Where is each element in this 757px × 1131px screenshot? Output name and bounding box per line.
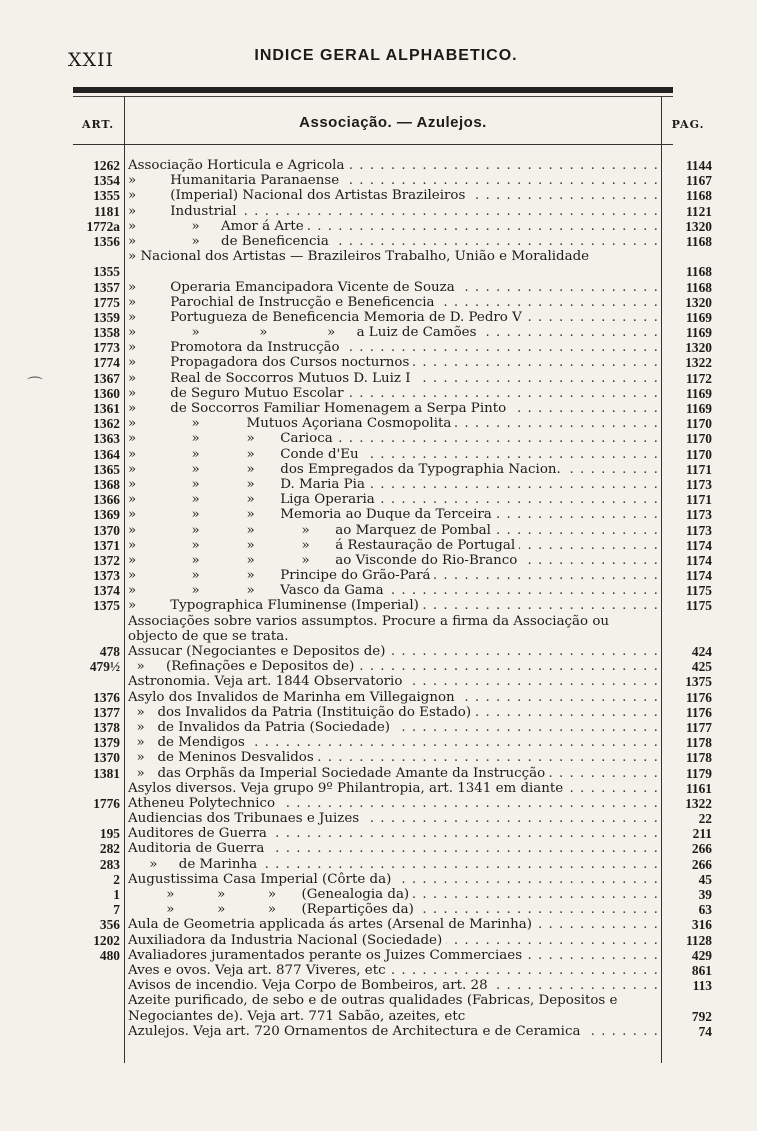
entry-label: Azulejos. Veja art. 720 Ornamentos de Architectura e de Ceramica (128, 1024, 584, 1039)
entry-article-number: 1776 (93, 795, 120, 811)
entry-article-number: 478 (99, 644, 120, 660)
entry-label: » de Marinha (128, 857, 261, 872)
entry-page-number: 45 (698, 871, 712, 887)
index-entry (0, 750, 757, 765)
entry-text (128, 872, 660, 887)
entry-page-number: 39 (698, 887, 712, 903)
index-entry (0, 841, 757, 856)
entry-page-number: 1170 (685, 446, 712, 462)
index-entries (0, 158, 757, 1039)
index-entry (0, 325, 757, 340)
entry-text (128, 538, 660, 553)
entry-article-number: 1360 (93, 385, 120, 401)
index-entry (0, 477, 757, 492)
index-entry (0, 340, 757, 355)
index-entry (0, 553, 757, 568)
entry-text (128, 553, 660, 568)
entry-label: Avaliadores juramentados perante os Juizes Commerciaes (128, 948, 526, 963)
index-entry (0, 902, 757, 917)
entry-article-number: 1376 (93, 689, 120, 705)
entry-article-number: 1356 (93, 233, 120, 249)
entry-label: » » » (Repartições da) (128, 902, 418, 917)
index-entry (0, 933, 757, 948)
entry-article-number: 1374 (93, 583, 120, 599)
entry-text (128, 492, 660, 507)
index-entry (0, 538, 757, 553)
entry-text (128, 355, 660, 370)
entry-page-number: 1168 (685, 233, 712, 249)
index-entry (0, 280, 757, 295)
entry-text (128, 462, 660, 477)
entry-article-number: 1370 (93, 522, 120, 538)
column-header-art: ART. (81, 118, 115, 131)
entry-text (128, 902, 660, 917)
entry-label: » Propagadora dos Cursos nocturnos (128, 355, 413, 370)
entry-label: Aves e ovos. Veja art. 877 Viveres, etc (128, 963, 390, 978)
entry-text (128, 568, 660, 583)
entry-label: Audiencias dos Tribunaes e Juizes (128, 811, 363, 826)
entry-label: Asylo dos Invalidos de Marinha em Villegaignon (128, 690, 459, 705)
index-entry (0, 917, 757, 932)
entry-article-number: 1377 (93, 704, 120, 720)
entry-text (128, 431, 660, 446)
entry-text (128, 948, 660, 963)
entry-page-number: 74 (698, 1023, 712, 1039)
entry-article-number: 1381 (93, 765, 120, 781)
entry-page-number: 1322 (685, 355, 712, 371)
entry-text (128, 720, 660, 735)
entry-article-number: 1202 (93, 932, 120, 948)
entry-label: » » » Carioca (128, 431, 337, 446)
entry-page-number: 1173 (685, 522, 712, 538)
entry-page-number: 1144 (685, 158, 712, 173)
entry-label: » » » » ao Visconde do Rio-Branco (128, 553, 521, 568)
entry-page-number: 1322 (685, 795, 712, 811)
entry-article-number: 1378 (93, 719, 120, 735)
entry-label: » Industrial (128, 204, 241, 219)
entry-label: » Nacional dos Artistas — Brazileiros Trabalho, União e Moralidade (128, 249, 593, 264)
entry-label: » Promotora da Instrucção (128, 340, 344, 355)
index-entry (0, 690, 757, 705)
entry-page-number: 1173 (685, 476, 712, 492)
entry-page-number: 316 (691, 917, 712, 933)
entry-article-number: 1370 (93, 750, 120, 766)
entry-text (128, 583, 660, 598)
entry-label: » dos Invalidos da Patria (Instituição do Estado) (128, 705, 475, 720)
entry-article-number: 1363 (93, 431, 120, 447)
entry-text (128, 173, 660, 188)
index-entry (0, 978, 757, 993)
index-entry (0, 188, 757, 203)
entry-article-number: 1365 (93, 461, 120, 477)
entry-text (128, 249, 660, 279)
header-rule-thick (73, 87, 673, 93)
index-entry (0, 492, 757, 507)
entry-page-number: 1168 (685, 279, 712, 295)
index-entry (0, 948, 757, 963)
entry-text (128, 690, 660, 705)
entry-page-number: 1169 (685, 385, 712, 401)
entry-article-number: 1375 (93, 598, 120, 614)
entry-text (128, 841, 660, 856)
entry-article-number: 1379 (93, 735, 120, 751)
entry-article-number: 480 (99, 947, 120, 963)
entry-page-number: 1320 (685, 218, 712, 234)
entry-page-number: 1170 (685, 431, 712, 447)
entry-page-number: 1128 (685, 932, 712, 948)
index-entry (0, 249, 757, 279)
section-title: Associação. — Azulejos. (299, 114, 487, 131)
index-entry (0, 796, 757, 811)
entry-label: Auditoria de Guerra (128, 841, 268, 856)
entry-article-number: 1367 (93, 370, 120, 386)
index-entry (0, 993, 757, 1023)
entry-label: Asylos diversos. Veja grupo 9º Philantropia, art. 1341 em diante (128, 781, 567, 796)
entry-page-number: 1174 (685, 568, 712, 584)
entry-article-number: 356 (99, 917, 120, 933)
entry-label: » (Refinações e Depositos de) (128, 659, 358, 674)
entry-text (128, 978, 660, 993)
entry-page-number: 1176 (685, 704, 712, 720)
entry-text (128, 219, 660, 234)
entry-article-number: 7 (113, 902, 120, 918)
entry-label: Auditores de Guerra (128, 826, 271, 841)
entry-text (128, 340, 660, 355)
entry-label: Atheneu Polytechnico (128, 796, 279, 811)
index-entry (0, 462, 757, 477)
index-entry (0, 811, 757, 826)
entry-page-number: 1121 (685, 203, 712, 219)
entry-page-number: 1178 (685, 750, 712, 766)
index-entry (0, 720, 757, 735)
entry-article-number: 283 (99, 856, 120, 872)
index-entry (0, 583, 757, 598)
entry-page-number: 1320 (685, 340, 712, 356)
entry-page-number: 113 (692, 978, 712, 994)
index-entry (0, 857, 757, 872)
entry-page-number: 1179 (685, 765, 712, 781)
entry-label: » » » (Genealogia da) (128, 887, 413, 902)
entry-text (128, 705, 660, 720)
entry-label: » » » Vasco da Gama (128, 583, 388, 598)
entry-text (128, 659, 660, 674)
entry-article-number: 1373 (93, 568, 120, 584)
entry-page-number: 424 (691, 644, 712, 660)
entry-text (128, 963, 660, 978)
entry-text (128, 188, 660, 203)
index-entry (0, 431, 757, 446)
entry-page-number: 1169 (685, 309, 712, 325)
entry-article-number: 1181 (93, 203, 120, 219)
entry-label: Augustissima Casa Imperial (Côrte da) (128, 872, 395, 887)
entry-label: » » » Liga Operaria (128, 492, 379, 507)
entry-article-number: 1772a (86, 218, 120, 234)
entry-label: » » » dos Empregados da Typographia Nacion. (128, 462, 565, 477)
entry-label: Avisos de incendio. Veja Corpo de Bombeiros, art. 28 (128, 978, 492, 993)
entry-text (128, 523, 660, 538)
index-entry (0, 781, 757, 796)
column-header-pag: PAG. (671, 118, 705, 131)
entry-article-number: 1364 (93, 446, 120, 462)
entry-page-number: 1171 (685, 461, 712, 477)
entry-page-number: 1176 (685, 689, 712, 705)
entry-page-number: 1170 (685, 416, 712, 432)
index-entry (0, 1024, 757, 1039)
index-entry (0, 598, 757, 613)
index-entry (0, 416, 757, 431)
entry-page-number: 1171 (685, 492, 712, 508)
entry-label: » Typographica Fluminense (Imperial) (128, 598, 423, 613)
entry-page-number: 425 (691, 659, 712, 675)
entry-page-number: 22 (698, 811, 712, 827)
entry-label: Aula de Geometria applicada ás artes (Arsenal de Marinha) (128, 917, 536, 932)
entry-article-number: 1262 (93, 158, 120, 173)
margin-mark: ⌒ (27, 375, 44, 394)
entry-label: Associação Horticula e Agricola (128, 158, 348, 173)
entry-page-number: 1178 (685, 735, 712, 751)
entry-label: » de Meninos Desvalidos (128, 750, 318, 765)
index-entry (0, 401, 757, 416)
index-entry (0, 568, 757, 583)
entry-label: » Real de Soccorros Mutuos D. Luiz I (128, 371, 415, 386)
header-rule-thin (73, 96, 673, 97)
entry-text (128, 477, 660, 492)
entry-article-number: 1 (113, 887, 120, 903)
entry-text (128, 766, 660, 781)
entry-article-number: 1774 (93, 355, 120, 371)
entry-text (128, 674, 660, 689)
entry-label: » » » Conde d'Eu (128, 447, 363, 462)
entry-page-number: 1168 (685, 188, 712, 204)
entry-text (128, 204, 660, 219)
index-entry (0, 644, 757, 659)
entry-text (128, 280, 660, 295)
entry-text (128, 857, 660, 872)
entry-label: » de Soccorros Familiar Homenagem a Serpa Pinto (128, 401, 510, 416)
entry-page-number: 1174 (685, 537, 712, 553)
entry-label: » de Mendigos (128, 735, 249, 750)
entry-label: Assucar (Negociantes e Depositos de) (128, 644, 389, 659)
index-entry (0, 371, 757, 386)
entry-page-number: 1172 (685, 370, 712, 386)
entry-text (128, 310, 660, 325)
index-entry (0, 173, 757, 188)
entry-label: » Parochial de Instrucção e Beneficencia (128, 295, 439, 310)
index-entry (0, 355, 757, 370)
entry-text (128, 158, 660, 173)
index-entry (0, 705, 757, 720)
entry-text (128, 811, 660, 826)
index-entry (0, 826, 757, 841)
entry-label: » » » Principe do Grão-Pará (128, 568, 434, 583)
entry-text (128, 735, 660, 750)
entry-text (128, 416, 660, 431)
entry-text (128, 295, 660, 310)
entry-label: Associações sobre varios assumptos. Procure a firma da Associação ou objecto de que se trata. (128, 614, 660, 644)
index-entry (0, 872, 757, 887)
entry-label: Azeite purificado, de sebo e de outras qualidades (Fabricas, Depositos e Negociantes de). Veja art. 771 Sabão, azeites, etc (128, 993, 660, 1023)
entry-label: » » » » á Restauração de Portugal (128, 538, 519, 553)
entry-label: » de Invalidos da Patria (Sociedade) (128, 720, 394, 735)
entry-label: » » Amor á Arte (128, 219, 308, 234)
entry-page-number: 63 (698, 902, 712, 918)
index-entry (0, 310, 757, 325)
entry-article-number: 1369 (93, 507, 120, 523)
entry-page-number: 211 (692, 826, 712, 842)
entry-text (128, 993, 660, 1023)
entry-article-number: 1371 (93, 537, 120, 553)
entry-label: » » » » a Luiz de Camões (128, 325, 480, 340)
index-entry (0, 219, 757, 234)
entry-page-number: 266 (691, 841, 712, 857)
entry-label: » » de Beneficencia (128, 234, 333, 249)
entry-label: » Humanitaria Paranaense (128, 173, 343, 188)
entry-page-number: 1175 (685, 598, 712, 614)
entry-page-number: 792 (691, 1008, 712, 1024)
entry-text (128, 750, 660, 765)
entry-label: » » » Memoria ao Duque da Terceira (128, 507, 496, 522)
entry-text (128, 781, 660, 796)
entry-label: » » » » ao Marquez de Pombal (128, 523, 495, 538)
entry-page-number: 1375 (685, 674, 712, 690)
entry-page-number: 1169 (685, 401, 712, 417)
entry-article-number: 2 (113, 871, 120, 887)
entry-article-number: 282 (99, 841, 120, 857)
entry-text (128, 371, 660, 386)
entry-page-number: 1168 (685, 264, 712, 280)
running-title: INDICE GERAL ALPHABETICO. (254, 47, 518, 64)
entry-page-number: 1177 (685, 719, 712, 735)
page-number: XXII (68, 49, 115, 71)
entry-label: Astronomia. Veja art. 1844 Observatorio (128, 674, 406, 689)
entry-article-number: 1357 (93, 279, 120, 295)
index-entry (0, 158, 757, 173)
index-entry (0, 735, 757, 750)
entry-page-number: 429 (691, 947, 712, 963)
entry-label: » das Orphãs da Imperial Sociedade Amante da Instrucção (128, 766, 549, 781)
entry-article-number: 1366 (93, 492, 120, 508)
entry-text (128, 386, 660, 401)
entry-label: » (Imperial) Nacional dos Artistas Brazileiros (128, 188, 469, 203)
entry-text (128, 234, 660, 249)
entry-article-number: 1361 (93, 401, 120, 417)
entry-label: » Portugueza de Beneficencia Memoria de D. Pedro V (128, 310, 526, 325)
entry-page-number: 1320 (685, 294, 712, 310)
entry-article-number: 479½ (89, 659, 120, 675)
entry-text (128, 796, 660, 811)
entry-article-number: 1355 (93, 188, 120, 204)
entry-text (128, 614, 660, 644)
entry-text (128, 887, 660, 902)
entry-text (128, 325, 660, 340)
header-bottom-rule (73, 144, 673, 145)
index-entry (0, 386, 757, 401)
entry-label: » » Mutuos Açoriana Cosmopolita (128, 416, 455, 431)
index-entry (0, 659, 757, 674)
entry-text (128, 401, 660, 416)
entry-article-number: 1355 (93, 264, 120, 280)
index-entry (0, 523, 757, 538)
index-entry (0, 295, 757, 310)
entry-article-number: 1372 (93, 552, 120, 568)
entry-text (128, 598, 660, 613)
entry-article-number: 1359 (93, 309, 120, 325)
index-entry (0, 204, 757, 219)
entry-article-number: 1354 (93, 173, 120, 189)
entry-label: Auxiliadora da Industria Nacional (Sociedade) (128, 933, 446, 948)
entry-page-number: 1174 (685, 552, 712, 568)
entry-text (128, 826, 660, 841)
entry-label: » » » D. Maria Pia (128, 477, 369, 492)
entry-label: » Operaria Emancipadora Vicente de Souza (128, 280, 459, 295)
entry-page-number: 266 (691, 856, 712, 872)
entry-page-number: 1169 (685, 325, 712, 341)
entry-article-number: 1362 (93, 416, 120, 432)
entry-article-number: 195 (99, 826, 120, 842)
index-entry (0, 963, 757, 978)
index-entry (0, 507, 757, 522)
entry-text (128, 933, 660, 948)
index-entry (0, 766, 757, 781)
entry-page-number: 861 (691, 962, 712, 978)
index-entry (0, 234, 757, 249)
index-entry (0, 447, 757, 462)
entry-article-number: 1775 (93, 294, 120, 310)
index-entry (0, 614, 757, 644)
entry-page-number: 1161 (685, 780, 712, 796)
index-entry (0, 887, 757, 902)
entry-article-number: 1773 (93, 340, 120, 356)
entry-article-number: 1358 (93, 325, 120, 341)
entry-article-number: 1368 (93, 476, 120, 492)
entry-label: » de Seguro Mutuo Escolar (128, 386, 348, 401)
entry-text (128, 644, 660, 659)
entry-page-number: 1175 (685, 583, 712, 599)
entry-text (128, 507, 660, 522)
entry-page-number: 1167 (685, 173, 712, 189)
index-entry (0, 674, 757, 689)
entry-page-number: 1173 (685, 507, 712, 523)
entry-text (128, 917, 660, 932)
entry-text (128, 447, 660, 462)
entry-text (128, 1024, 660, 1039)
